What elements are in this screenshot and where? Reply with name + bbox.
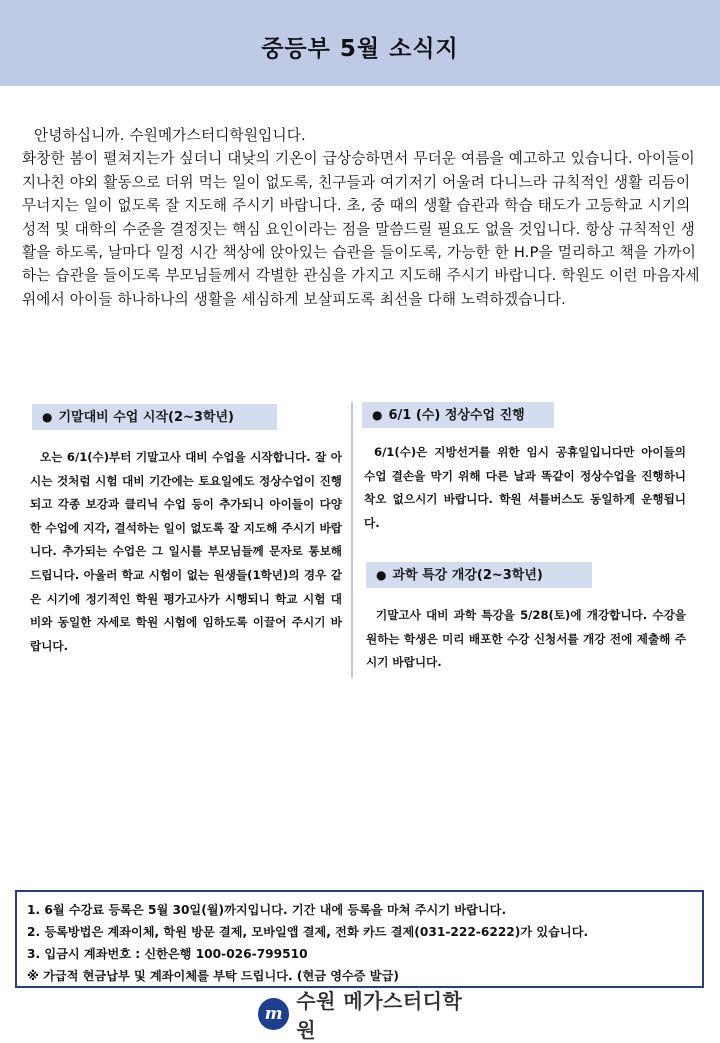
notice-list <box>17 892 702 987</box>
academy-logo <box>258 989 478 1042</box>
intro-letter <box>22 124 706 311</box>
section-heading-regular-class <box>362 402 554 428</box>
section-title: 과학 특강 개강(2~3학년) <box>392 568 543 583</box>
bullet-icon: ● <box>42 410 53 424</box>
payment-notice-box <box>15 890 704 988</box>
section-body-exam-prep <box>30 446 342 658</box>
section-text: 기말고사 대비 과학 특강을 5/28(토)에 개강합니다. 수강을 원하는 학생은 미리 배포한 수강 신청서를 개강 전에 제출해 주시기 바랍니다. <box>366 608 686 670</box>
logo-mark-icon <box>258 998 289 1030</box>
section-title: 6/1 (수) 정상수업 진행 <box>388 408 525 423</box>
notice-item-account: 3. 입금시 계좌번호 : 신한은행 100-026-799510 <box>27 947 308 961</box>
notice-item-deadline: 1. 6월 수강료 등록은 5월 30일(월)까지입니다. 기간 내에 등록을 마쳐 주시기 바랍니다. <box>27 903 507 917</box>
bullet-icon: ● <box>372 408 383 422</box>
notice-item-request: ※ 가급적 현금납부 및 계좌이체를 부탁 드립니다. (현금 영수증 발급) <box>27 969 399 983</box>
intro-body: 화창한 봄이 펼쳐지는가 싶더니 대낮의 기온이 급상승하면서 무더운 여름을 예고하고 있습니다. 아이들이 지나친 야외 활동으로 더위 먹는 일이 없도록, 친구들과 여기저기 어울려 다니느라 규칙적인 생활 리듬이 무너지는 일이 없도록 잘 지도해 주시기 바랍니다. 초, 중 때의 생활 습관과 학습 태도가 고등학교 시기의 성적 및 대학의 수준을 결정짓는 핵심 요인이라는 점을 말씀드릴 필요도 없을 것입니다. 항상 규칙적인 생활을 하도록, 날마다 일정 시간 책상에 앉아있는 습관을 들이도록, 가능한 한 H.P을 멀리하고 책을 가까이하는 습관을 들이도록 부모님들께서 각별한 관심을 가지고 지도해 주시기 바랍니다. 학원도 이런 마음자세 위에서 아이들 하나하나의 생활을 세심하게 보살피도록 최선을 다해 노력하겠습니다. <box>22 150 700 308</box>
bullet-icon: ● <box>376 568 387 582</box>
notice-item-methods: 2. 등록방법은 계좌이체, 학원 방문 결제, 모바일앱 결제, 전화 카드 결제(031-222-6222)가 있습니다. <box>27 925 589 939</box>
section-body-regular-class <box>364 441 686 535</box>
column-divider <box>351 402 353 678</box>
section-body-science <box>366 604 686 675</box>
logo-text: 수원 메가스터디학원 <box>296 989 463 1042</box>
intro-greeting: 안녕하십니까. 수원메가스터디학원입니다. <box>34 127 306 144</box>
page-title: 중등부 5월 소식지 <box>261 36 459 62</box>
section-text: 6/1(수)은 지방선거를 위한 임시 공휴일입니다만 아이들의 수업 결손을 막기 위해 다른 날과 똑같이 정상수업을 진행하니 착오 없으시기 바랍니다. 학원 셔틀버스도 동일하게 운행됩니다. <box>364 445 686 530</box>
newsletter-header <box>0 0 720 86</box>
section-text: 오는 6/1(수)부터 기말고사 대비 수업을 시작합니다. 잘 아시는 것처럼 시험 대비 기간에는 토요일에도 정상수업이 진행되고 각종 보강과 클리닉 수업 등이 추가되니 아이들이 다양한 수업에 지각, 결석하는 일이 없도록 잘 지도해 주시기 바랍니다. 추가되는 수업은 그 일시를 부모님들께 문자로 통보해 드립니다. 아울러 학교 시험이 없는 원생들(1학년)의 경우 같은 시기에 정기적인 학원 평가고사가 시행되니 학교 시험 대비와 동일한 자세로 학원 시험에 임하도록 이끌어 주시기 바랍니다. <box>30 450 342 653</box>
section-heading-exam-prep <box>32 404 277 430</box>
section-heading-science <box>366 562 592 588</box>
section-title: 기말대비 수업 시작(2~3학년) <box>58 410 234 425</box>
logo-mark-letter: m <box>264 1004 283 1024</box>
